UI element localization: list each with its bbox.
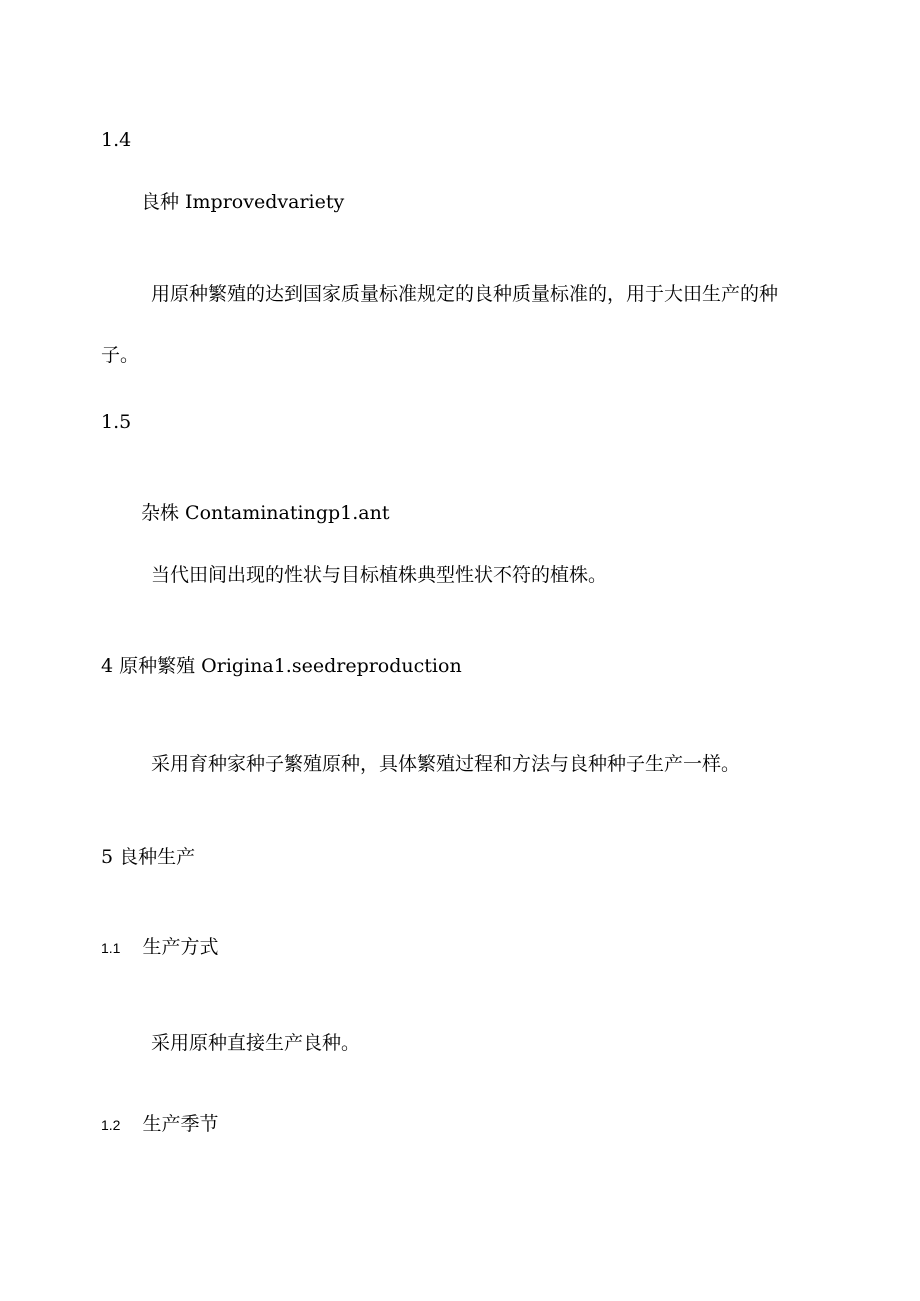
definition-improved-variety-line2: 子。	[101, 344, 140, 366]
subsection-5-1-title: 生产方式	[142, 936, 219, 958]
term-improved-variety: 良种 Improvedvariety	[141, 191, 345, 213]
definition-contaminating-plant: 当代田间出现的性状与目标植株典型性状不符的植株。	[151, 564, 608, 586]
subsection-5-2-heading	[101, 1112, 218, 1137]
subsection-5-1-number: 1.1	[101, 940, 121, 956]
subsection-5-1-body: 采用原种直接生产良种。	[151, 1032, 361, 1054]
subsection-5-1-heading	[101, 935, 218, 960]
section-heading-5: 5 良种生产	[101, 846, 196, 868]
section-number-1-4: 1.4	[101, 129, 132, 151]
term-contaminating-plant: 杂株 Contaminatingp1.ant	[141, 502, 390, 524]
section-4-body: 采用育种家种子繁殖原种，具体繁殖过程和方法与良种种子生产一样。	[151, 753, 741, 775]
definition-improved-variety-line1: 用原种繁殖的达到国家质量标准规定的良种质量标准的，用于大田生产的种	[151, 283, 779, 305]
subsection-5-2-number: 1.2	[101, 1117, 121, 1133]
subsection-5-2-title: 生产季节	[142, 1113, 219, 1135]
section-heading-4: 4 原种繁殖 Origina1.seedreproduction	[101, 655, 462, 677]
section-number-1-5: 1.5	[101, 411, 132, 433]
